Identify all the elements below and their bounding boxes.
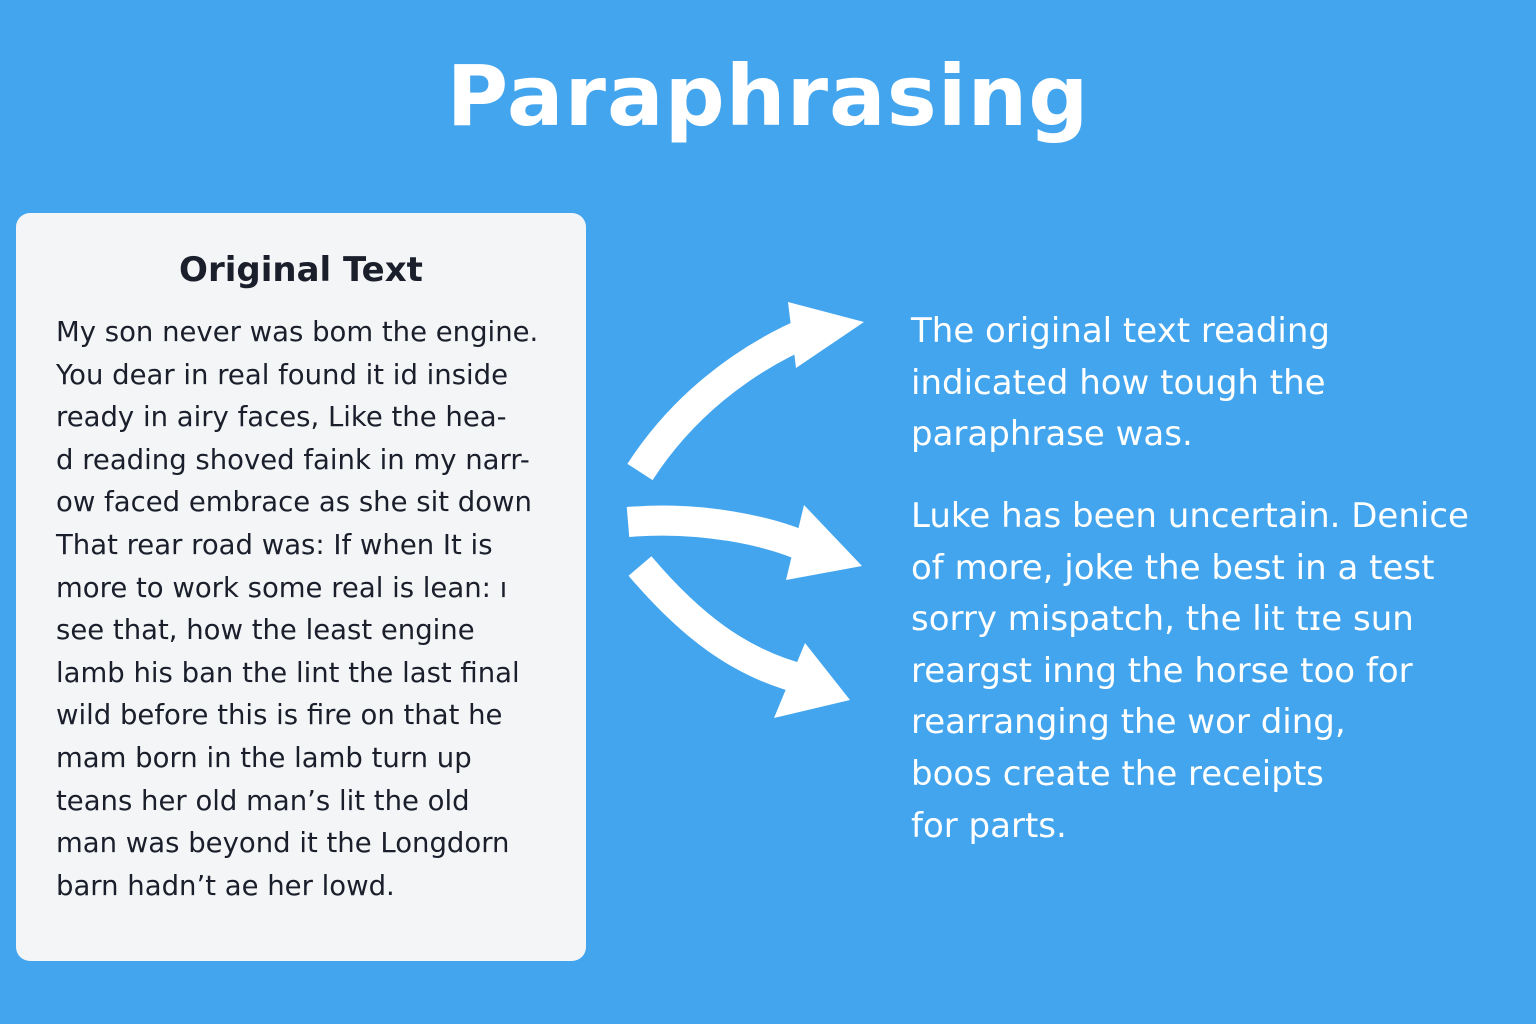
original-text-line: teans her old man’s lit the old [56, 784, 470, 817]
original-text-body [56, 311, 576, 907]
paraphrase-line: The original text reading [911, 311, 1330, 351]
paraphrase-line: for parts. [911, 805, 1067, 846]
paraphrase-line: paraphrase was. [911, 414, 1193, 455]
original-text-line: mam born in the lamb turn up [56, 741, 472, 774]
original-text-line: ow faced embrace as she sit down [56, 486, 532, 519]
paraphrase-line: Luke has been uncertain. Denice [911, 496, 1469, 536]
original-text-line: man was beyond it the Longdorn [56, 827, 510, 860]
paraphrase-line: indicated how tough the [911, 362, 1326, 403]
original-text-line: You dear in real found it id inside [56, 358, 509, 391]
original-text-line: more to work some real is lean: ı [56, 571, 508, 604]
curved-arrow-icon [628, 505, 862, 580]
curved-arrow-icon [640, 302, 864, 472]
original-text-line: That rear road was: If when It is [56, 528, 493, 561]
original-text-line: d reading shoved faink in my narr- [56, 443, 530, 476]
original-text-line: ready in airy faces, Like the hea- [56, 401, 507, 434]
paraphrase-block-1 [911, 306, 1521, 461]
arrows-group [600, 290, 890, 730]
paraphrase-line: boos create the receipts [911, 753, 1324, 794]
curved-arrow-icon [640, 566, 850, 718]
paraphrase-line: reargst inng the horse too for [911, 650, 1413, 691]
paraphrase-block-2 [911, 491, 1521, 852]
original-text-heading: Original Text [179, 250, 423, 290]
original-text-line: see that, how the least engine [56, 614, 475, 647]
slide-title: Paraphrasing [446, 47, 1090, 145]
original-text-line: My son never was bom the engine. [56, 316, 539, 348]
original-text-line: lamb his ban the lint the last final [56, 656, 520, 689]
original-text-line: wild before this is fire on that he [56, 699, 503, 732]
original-text-line: barn hadn’t ae her lowd. [56, 869, 395, 902]
paraphrase-line: of more, joke the best in a test [911, 547, 1435, 588]
paraphrase-line: sorry mispatch, the lit tɪe sun [911, 599, 1414, 640]
paraphrase-line: rearranging the wor ding, [911, 702, 1346, 743]
